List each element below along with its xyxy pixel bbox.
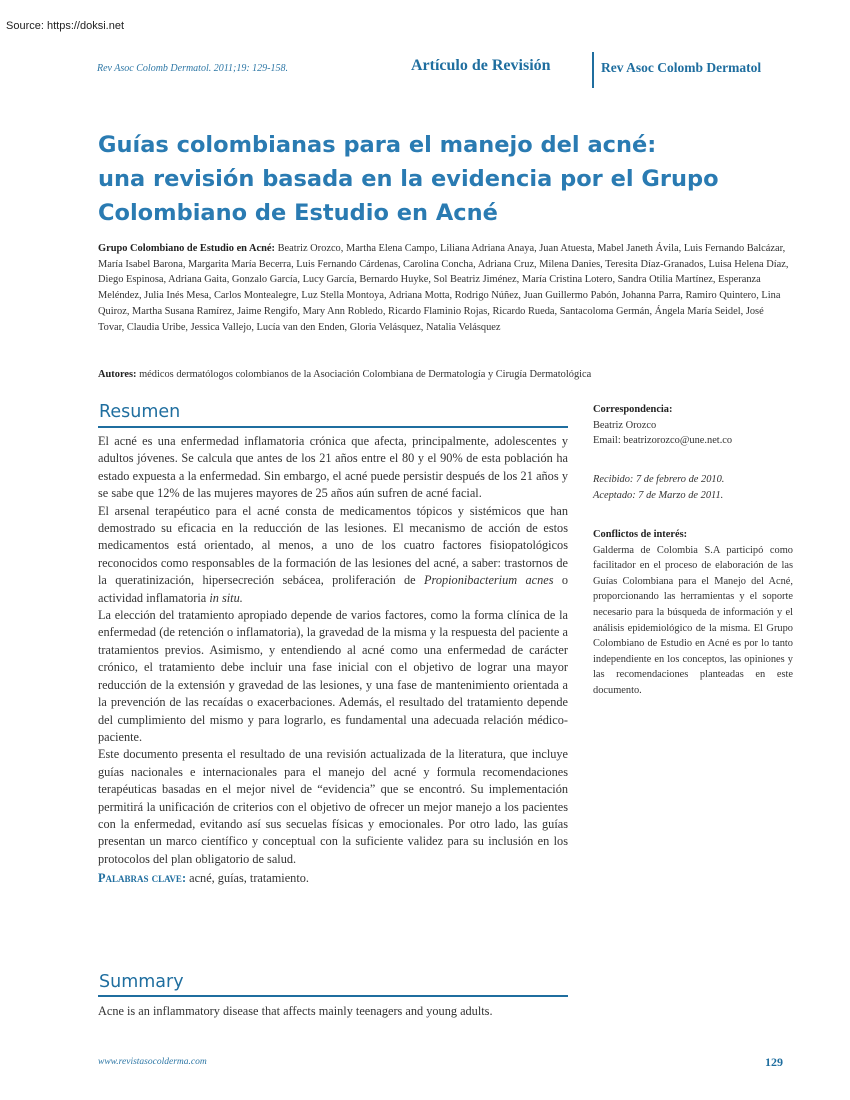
dates-block	[593, 472, 793, 503]
resumen-paragraph-4: Este documento presenta el resultado de una revisión actualizada de la literatura, que incluye guías nacionales e internacionales para el manejo del acné y formula recomendaciones terapéuticas basadas en el mejor nivel de “evidencia” que se encontró. Su implementación permitirá la unificación de criterios con el objetivo de ofrecer un mejor manejo a los pacientes con la enfermedad, evitando así sus secuelas físicas y emocionales. Por otro lado, las guías presentan un marco científico y conceptual con la suficiente validez para su inclusión en los protocolos del plan obligatorio de salud.	[98, 747, 568, 866]
keywords	[98, 870, 568, 887]
source-label: Source: https://doksi.net	[6, 20, 125, 32]
article-type: Artículo de Revisión	[411, 57, 551, 74]
title-line-2: una revisión basada en la evidencia por el Grupo	[98, 166, 719, 192]
correspondence-name: Beatriz Orozco	[593, 419, 657, 431]
title-line-3: Colombiano de Estudio en Acné	[98, 200, 498, 226]
resumen-p2-text-a: El arsenal terapéutico para el acné consta de medicamentos tópicos y sistémicos que han demostrado su eficacia en la reducción de las lesiones. El mecanismo de acción de estos medicamentos está orientado, al menos, a uno de los cuatro factores fisiopatológicos reconocidos como responsables de la formación de las lesiones del acné, a saber: trastornos de la queratinización, hipersecreción sebácea, proliferación de	[98, 503, 568, 588]
header-divider	[592, 52, 594, 88]
journal-name: Rev Asoc Colomb Dermatol	[601, 60, 762, 75]
resumen-heading: Resumen	[99, 402, 181, 422]
authors-names: Beatriz Orozco, Martha Elena Campo, Liliana Adriana Anaya, Juan Atuesta, Mabel Janeth Ávila, Luis Fernando Balcázar, María Isabel Barona, Margarita María Becerra, Luis Fernando Cárdenas, Carolina Concha, Adriana Cruz, Milena Danies, Teresita Díaz-Granados, Luisa Helena Díaz, Diego Espinosa, Adriana Gaita, Gonzalo García, Lucy García, Bernardo Huyke, Sol Beatriz Jiménez, María Cristina Lotero, Sandra Otilia Martínez, Esperanza Meléndez, Julia Inés Mesa, Carlos Montealegre, Luz Stella Montoya, Adriana Motta, Rodrigo Núñez, Juan Guillermo Pabón, Johanna Parra, Ramiro Quintero, Lina Quiroz, Martha Susana Ramírez, Jaime Rengifo, Mary Ann Robledo, Ricardo Flaminio Rojas, Ricardo Rueda, Santacoloma Germán, Ángela María Seidel, José Tovar, Claudia Uribe, Jessica Vallejo, Lucía van den Enden, Gloria Velásquez, Natalia Velásquez	[98, 243, 789, 333]
resumen-p2-text-b: o actividad inflamatoria	[98, 573, 568, 605]
correspondence-block	[593, 402, 793, 449]
keywords-text: acné, guías, tratamiento.	[189, 871, 309, 886]
accepted-date: Aceptado: 7 de Marzo de 2011.	[593, 489, 724, 501]
resumen-p2-insitu: in situ.	[209, 590, 243, 605]
keywords-label: Palabras clave:	[98, 871, 187, 886]
conflicts-label: Conflictos de interés:	[593, 529, 688, 540]
resumen-paragraph-1: El acné es una enfermedad inflamatoria crónica que afecta, principalmente, adolescentes y adultos jóvenes. Se calcula que antes de los 21 años entre el 80 y el 90% de esta población ha estado expuesta a la enfermedad. Sin embargo, el acné puede persistir después de los 21 años y se sabe que 12% de las mujeres mayores de 25 años aún sufren de acné facial.	[98, 434, 568, 501]
footer-url: www.revistasocolderma.com	[98, 1057, 207, 1067]
author-list	[98, 241, 792, 335]
conflicts-block	[593, 527, 793, 699]
journal-citation: Rev Asoc Colomb Dermatol. 2011;19: 129-158.	[97, 63, 288, 74]
resumen-rule	[98, 426, 568, 428]
summary-rule	[98, 995, 568, 997]
resumen-paragraph-2	[98, 503, 568, 607]
summary-text: Acne is an inflammatory disease that affects mainly teenagers and young adults.	[98, 1004, 493, 1018]
correspondence-label: Correspondencia:	[593, 404, 673, 415]
conflicts-text: Galderma de Colombia S.A participó como facilitador en el proceso de elaboración de las Guías Colombiana para el Manejo del Acné, proporcionando las herramientas y el soporte necesario para la búsqueda de información y el análisis epidemiológico de la misma. El Grupo Colombiano de Estudio en Acné es por lo tanto independiente en los conceptos, las opiniones y las recomendaciones planteadas en este documento.	[593, 544, 793, 696]
page-number: 129	[765, 1055, 783, 1069]
affiliation-label: Autores:	[98, 369, 137, 380]
summary-heading: Summary	[99, 972, 184, 992]
affiliation-text: médicos dermatólogos colombianos de la Asociación Colombiana de Dermatología y Cirugía Dermatológica	[139, 369, 592, 380]
resumen-paragraph-3: La elección del tratamiento apropiado depende de varios factores, como la forma clínica de la enfermedad (de retención o inflamatoria), la gravedad de la misma y la respuesta del paciente a tratamientos previos. Asimismo, y entendiendo al acné como una enfermedad de carácter crónico, el tratamiento debe incluir una fase inicial con el objetivo de lograr una mayor reducción de la extensión y gravedad de las lesiones, y una fase de mantenimiento orientada a la prevención de las recaídas o exacerbaciones. Además, el resultado del tratamiento depende del cumplimiento del mismo y para lograrlo, es fundamental una adecuada relación médico-paciente.	[98, 608, 568, 744]
resumen-body	[98, 433, 568, 888]
received-date: Recibido: 7 de febrero de 2010.	[593, 474, 725, 485]
title-line-1: Guías colombianas para el manejo del acné:	[98, 132, 657, 158]
correspondence-email: Email: beatrizorozco@une.net.co	[593, 435, 733, 447]
article-title	[98, 128, 798, 230]
resumen-p2-species: Propionibacterium acnes	[424, 573, 554, 588]
authors-label: Grupo Colombiano de Estudio en Acné:	[98, 243, 275, 254]
author-affiliation	[98, 369, 792, 380]
